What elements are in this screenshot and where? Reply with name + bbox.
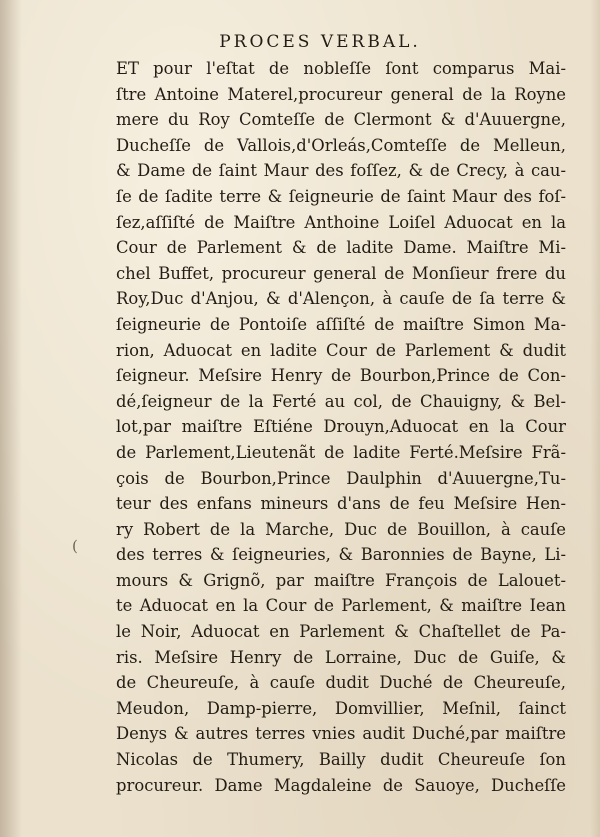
binding-shadow bbox=[0, 0, 22, 837]
text-line: rion, Aduocat en ladite Cour de Parlement & dudit bbox=[116, 340, 566, 360]
text-line: lot,par maiſtre Eſtiéne Drouyn,Aduocat en la Cour bbox=[116, 417, 566, 437]
text-line: le Noir, Aduocat en Parlement & Chaſtellet de Pa- bbox=[116, 622, 566, 642]
text-line: çois de Bourbon,Prince Daulphin d'Auuergne,Tu- bbox=[116, 468, 566, 488]
text-line: procureur. Dame Magdaleine de Sauoye, Ducheſſe bbox=[116, 775, 566, 795]
text-line: ſtre Antoine Materel,procureur general de la Royne bbox=[116, 84, 566, 104]
text-line: dé,ſeigneur de la Ferté au col, de Chauigny, & Bel- bbox=[116, 391, 566, 411]
text-line: ſe de ſadite terre & ſeigneurie de ſaint Maur des foſ- bbox=[116, 186, 566, 206]
text-line: teur des enfans mineurs d'ans de feu Meſsire Hen- bbox=[116, 494, 566, 514]
text-line: Roy,Duc d'Anjou, & d'Alençon, à cauſe de ſa terre & bbox=[116, 289, 566, 309]
text-line: ris. Meſsire Henry de Lorraine, Duc de Guiſe, & bbox=[116, 647, 566, 667]
text-line: Cour de Parlement & de ladite Dame. Maiſtre Mi- bbox=[116, 238, 566, 258]
text-line: & Dame de ſaint Maur des foſſez, & de Crecy, à cau- bbox=[116, 161, 566, 181]
text-line: ET pour l'eſtat de nobleſſe ſont comparus Mai- bbox=[116, 59, 566, 78]
text-line: ſeigneurie de Pontoiſe aſſiſté de maiſtre Simon Ma- bbox=[116, 314, 566, 334]
text-line: chel Buffet, procureur general de Monſieur frere du bbox=[116, 263, 566, 283]
page-edge-shadow bbox=[590, 0, 600, 837]
text-line: ſeigneur. Meſsire Henry de Bourbon,Prince de Con- bbox=[116, 366, 566, 386]
text-line: des terres & ſeigneuries, & Baronnies de Bayne, Li- bbox=[116, 545, 566, 565]
text-line: Denys & autres terres vnies audit Duché,par maiſtre bbox=[116, 724, 566, 744]
text-line: ry Robert de la Marche, Duc de Bouillon, à cauſe bbox=[116, 519, 566, 539]
text-line: de Cheureuſe, à cauſe dudit Duché de Cheureuſe, bbox=[116, 673, 566, 693]
running-head: PROCES VERBAL. bbox=[219, 32, 421, 52]
text-line: mere du Roy Comteſſe de Clermont & d'Auuergne, bbox=[116, 110, 566, 130]
text-line: ſez,aſſiſté de Maiſtre Anthoine Loiſel Aduocat en la bbox=[116, 212, 566, 232]
text-line: Meudon, Damp-pierre, Domvillier, Meſnil, ſainct bbox=[116, 698, 566, 718]
text-line: mours & Grignõ, par maiſtre François de Lalouet- bbox=[116, 570, 566, 590]
body-text bbox=[116, 56, 566, 798]
text-line: Ducheſſe de Vallois,d'Orleás,Comteſſe de Melleun, bbox=[116, 135, 566, 155]
margin-bracket-mark: ( bbox=[72, 537, 78, 555]
text-line: de Parlement,Lieutenãt de ladite Ferté.Meſsire Frã- bbox=[116, 442, 566, 462]
text-line: te Aduocat en la Cour de Parlement, & maiſtre Iean bbox=[116, 596, 566, 616]
text-line: Nicolas de Thumery, Bailly dudit Cheureuſe ſon bbox=[116, 750, 566, 770]
